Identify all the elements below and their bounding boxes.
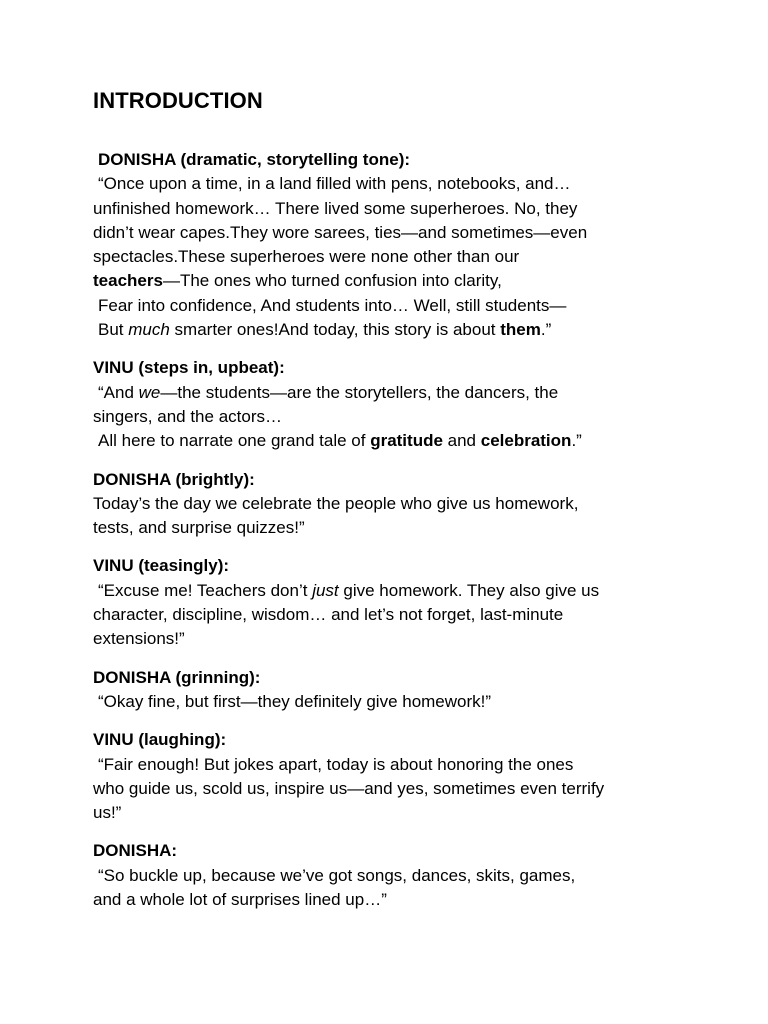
dialogue-text: But [98, 320, 129, 340]
speaker-label: VINU (laughing): [93, 730, 227, 750]
dialogue-line: tests, and surprise quizzes!” [93, 518, 305, 538]
dialogue-line: Today’s the day we celebrate the people who give us homework, [93, 493, 579, 513]
dialogue-text: All here to narrate one grand tale of [98, 431, 371, 451]
speaker-label: DONISHA: [93, 841, 178, 861]
dialogue-text: and [442, 431, 481, 451]
italic-text: much [128, 320, 170, 340]
dialogue-line: “Okay fine, but first—they definitely give homework!” [98, 691, 492, 711]
dialogue-text: “And [98, 382, 139, 402]
page-title: INTRODUCTION [93, 88, 263, 113]
emphasis-text: them [500, 320, 541, 340]
italic-text: just [312, 580, 339, 600]
speaker-label: VINU (steps in, upbeat): [93, 358, 285, 378]
dialogue-line [93, 579, 693, 603]
dialogue-line: character, discipline, wisdom… and let’s not forget, last-minute [93, 605, 564, 625]
dialogue-line [93, 269, 693, 293]
dialogue-block-donisha-2 [93, 468, 693, 541]
dialogue-line: and a whole lot of surprises lined up…” [93, 890, 387, 910]
dialogue-line: didn’t wear capes.They wore sarees, ties—and sometimes—even [93, 222, 588, 242]
dialogue-text: smarter ones!And today, this story is about [169, 320, 501, 340]
dialogue-block-vinu-1 [93, 356, 693, 453]
dialogue-block-donisha-4 [93, 839, 693, 912]
dialogue-text: .” [571, 431, 582, 451]
dialogue-text: —The ones who turned confusion into clarity, [162, 271, 502, 291]
dialogue-line: unfinished homework… There lived some superheroes. No, they [93, 198, 578, 218]
dialogue-line: us!” [93, 803, 122, 823]
dialogue-line: Fear into confidence, And students into… Well, still students— [98, 295, 567, 315]
speaker-label: DONISHA (dramatic, storytelling tone): [98, 150, 411, 169]
dialogue-block-donisha-3 [93, 666, 693, 715]
dialogue-line: who guide us, scold us, inspire us—and yes, sometimes even terrify [93, 778, 605, 798]
dialogue-line: extensions!” [93, 629, 185, 649]
dialogue-text: “Excuse me! Teachers don’t [98, 580, 313, 600]
emphasis-text: teachers [93, 271, 163, 291]
dialogue-text: —the students—are the storytellers, the dancers, the [160, 382, 559, 402]
dialogue-line [93, 381, 693, 405]
italic-text: we [138, 382, 161, 402]
dialogue-text: .” [540, 320, 552, 340]
dialogue-line: singers, and the actors… [93, 406, 282, 426]
dialogue-line: “Once upon a time, in a land filled with pens, notebooks, and… [98, 174, 571, 194]
speaker-label: DONISHA (grinning): [93, 667, 261, 687]
dialogue-line: “So buckle up, because we’ve got songs, dances, skits, games, [98, 865, 576, 885]
document-page [93, 84, 693, 912]
speaker-label: VINU (teasingly): [93, 556, 230, 576]
dialogue-line [93, 318, 693, 342]
dialogue-block-donisha-1 [93, 148, 693, 342]
dialogue-block-vinu-2 [93, 554, 693, 651]
dialogue-block-vinu-3 [93, 728, 693, 825]
dialogue-line: “Fair enough! But jokes apart, today is about honoring the ones [98, 754, 574, 774]
dialogue-line [93, 429, 693, 453]
speaker-label: DONISHA (brightly): [93, 469, 255, 489]
emphasis-text: gratitude [370, 431, 443, 451]
emphasis-text: celebration [480, 431, 572, 451]
dialogue-text: give homework. They also give us [338, 580, 600, 600]
dialogue-line: spectacles.These superheroes were none other than our [93, 247, 520, 267]
